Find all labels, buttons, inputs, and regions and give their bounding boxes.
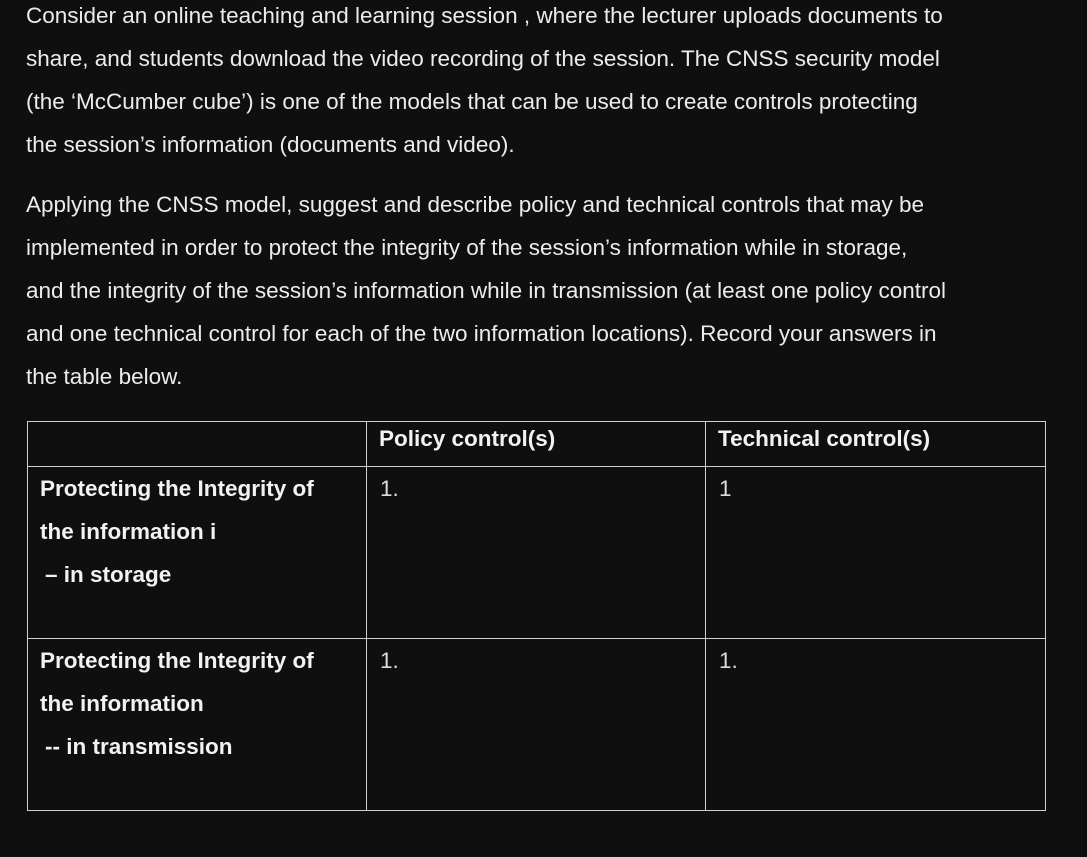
table-row-transmission [28,639,1046,811]
paragraph-1-line: (the ‘McCumber cube’) is one of the models that can be used to create controls protecting [26,89,918,114]
policy-item-number: 1. [380,648,399,673]
policy-cell-storage[interactable] [367,467,706,639]
paragraph-1-line: the session’s information (documents and video). [26,132,515,157]
row-label-line: Protecting the Integrity of [40,648,314,673]
paragraph-1-line: share, and students download the video recording of the session. The CNSS security model [26,46,940,71]
row-label-subline: – in storage [45,562,172,587]
policy-cell-transmission[interactable] [367,639,706,811]
paragraph-1-line: Consider an online teaching and learning session , where the lecturer uploads documents to [26,3,943,28]
paragraph-2-line: the table below. [26,364,183,389]
technical-cell-storage[interactable] [706,467,1046,639]
header-technical-controls: Technical control(s) [706,422,1046,467]
question-paragraph-1 [26,0,1066,166]
header-policy-controls: Policy control(s) [367,422,706,467]
row-label-line: the information i [40,519,217,544]
paragraph-2-line: and one technical control for each of the two information locations). Record your answers in [26,321,937,346]
row-label-transmission [28,639,367,811]
table-row-storage [28,467,1046,639]
technical-cell-transmission[interactable] [706,639,1046,811]
answer-table [27,421,1046,811]
policy-item-number: 1. [380,476,399,501]
paragraph-2-line: and the integrity of the session’s information while in transmission (at least one policy control [26,278,947,303]
header-empty-cell [28,422,367,467]
paragraph-2-line: Applying the CNSS model, suggest and describe policy and technical controls that may be [26,192,925,217]
row-label-subline: -- in transmission [45,734,233,759]
table-header-row [28,422,1046,467]
row-label-line: Protecting the Integrity of [40,476,314,501]
answer-table-wrapper [27,421,1045,811]
paragraph-2-line: implemented in order to protect the integrity of the session’s information while in storage, [26,235,908,260]
row-label-storage [28,467,367,639]
question-paragraph-2 [26,183,1066,398]
technical-item-number: 1. [719,648,738,673]
technical-item-number: 1 [719,476,732,501]
row-label-line: the information [40,691,204,716]
